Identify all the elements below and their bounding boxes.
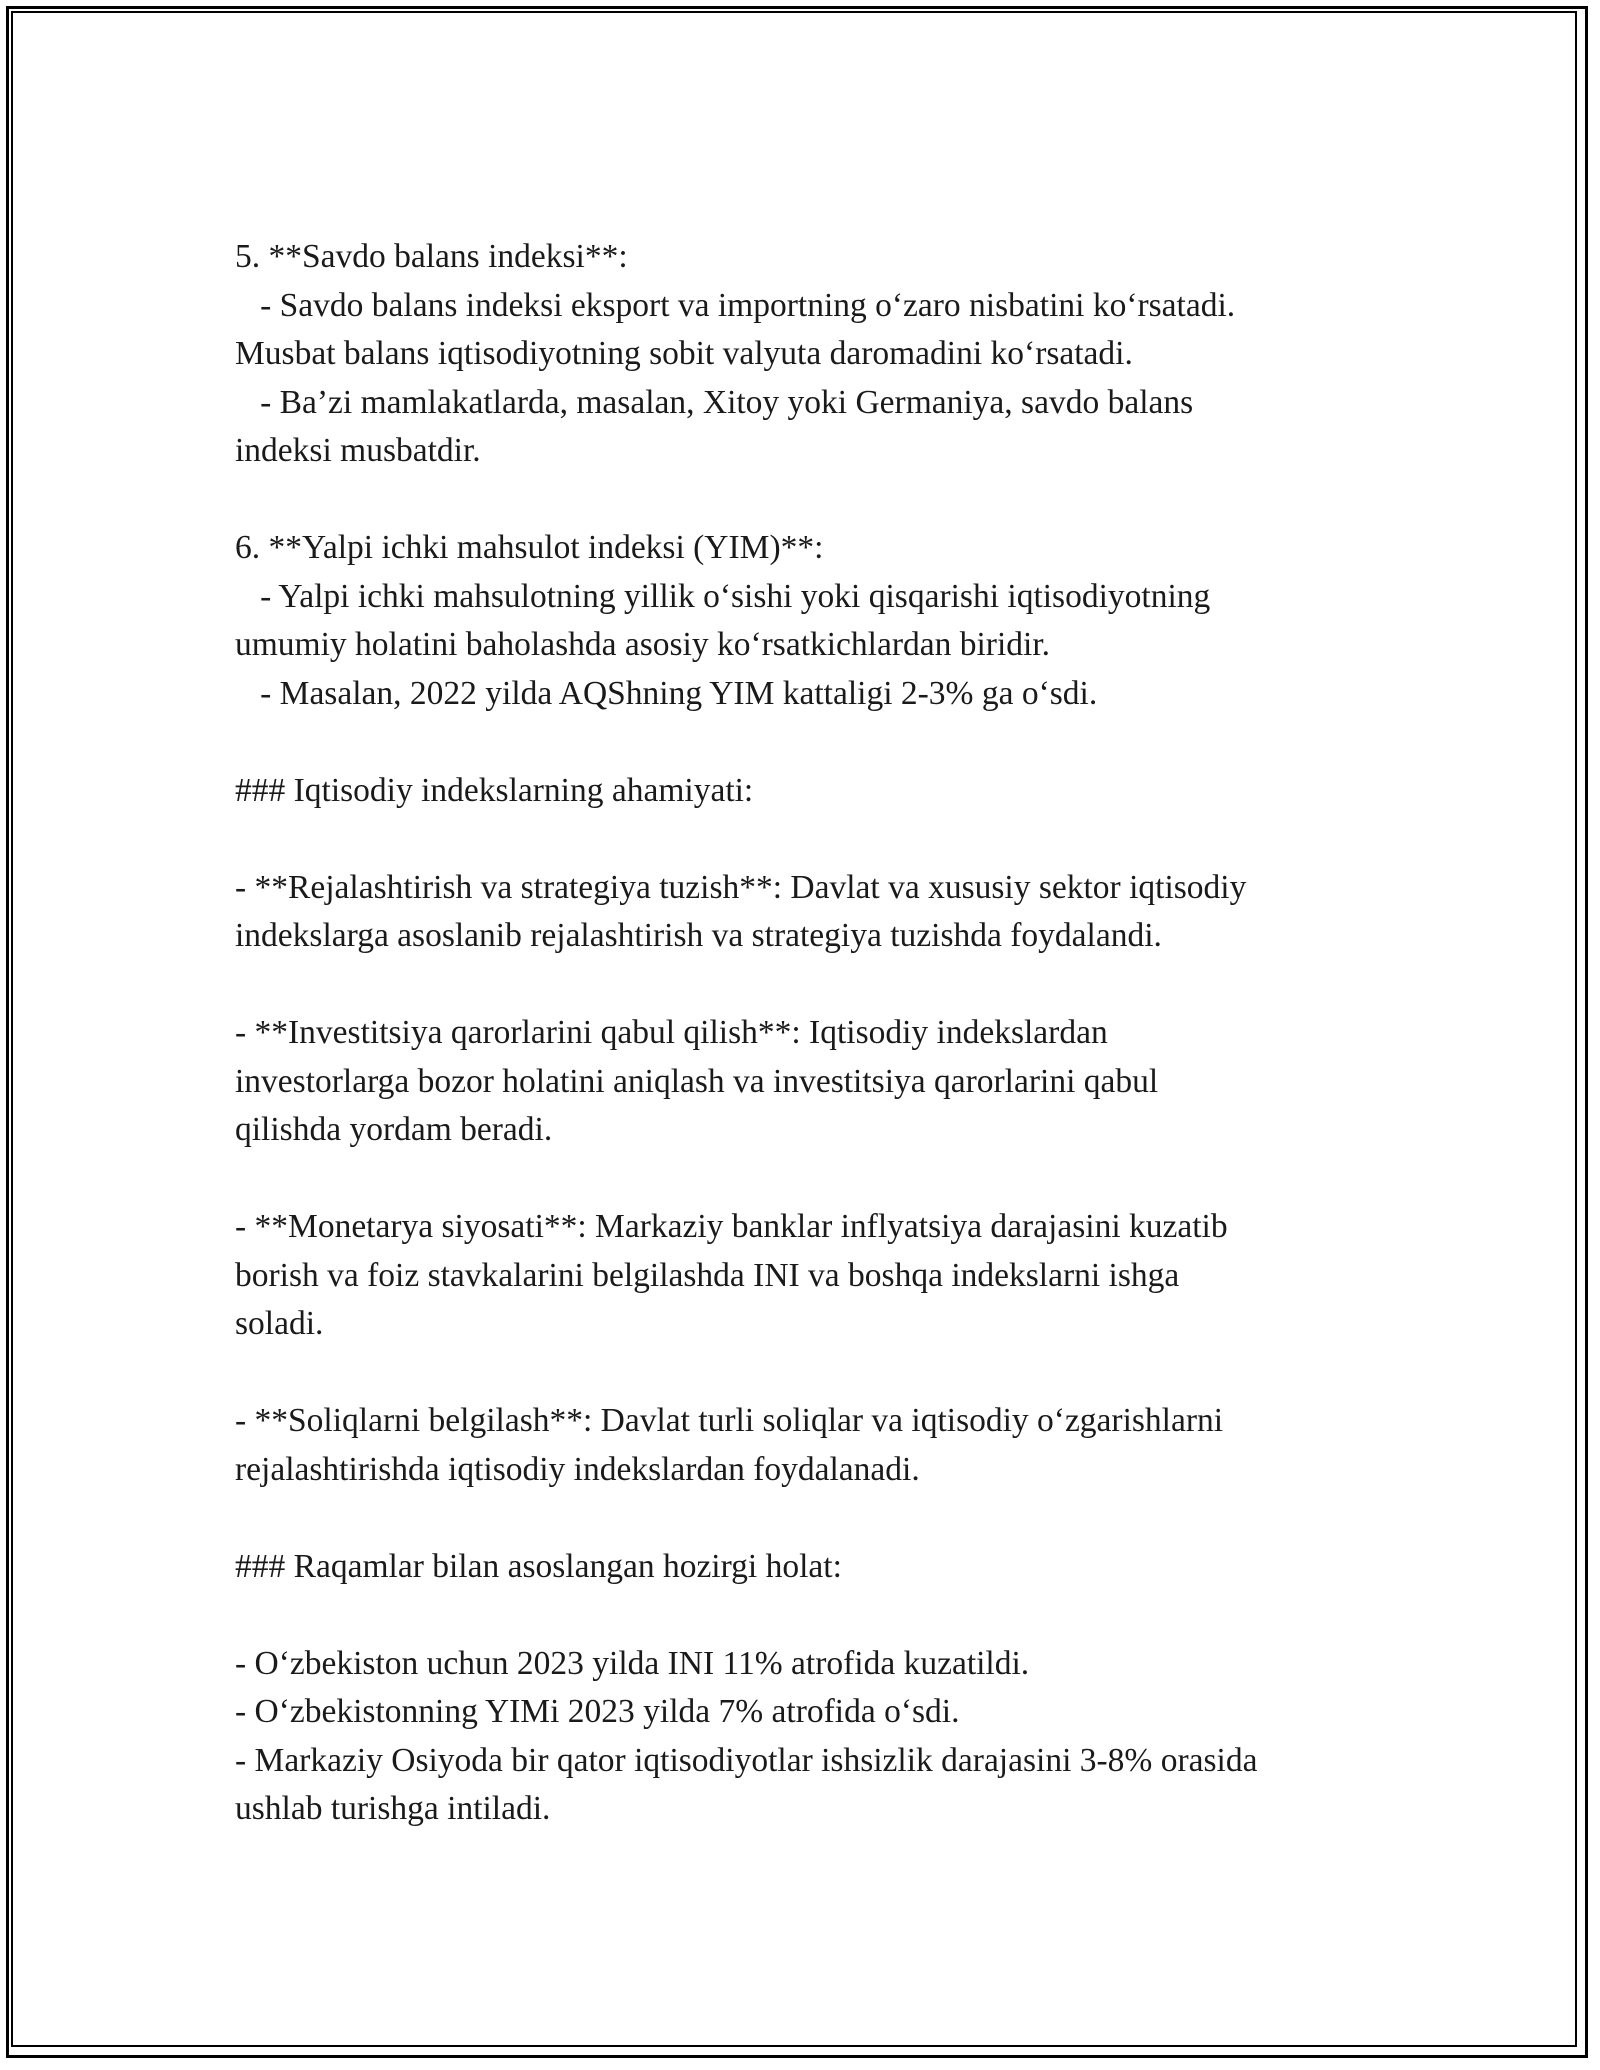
- text-line: - **Monetarya siyosati**: Markaziy banklar inflyatsiya darajasini kuzatib: [235, 1208, 1228, 1245]
- text-line: - **Rejalashtirish va strategiya tuzish**: Davlat va xususiy sektor iqtisodiy: [235, 868, 1247, 906]
- text-line: - Ba’zi mamlakatlarda, masalan, Xitoy yoki Germaniya, savdo balans: [235, 383, 1194, 421]
- section-heading-importance: ### Iqtisodiy indekslarning ahamiyati:: [235, 771, 754, 809]
- text-line: indekslarga asoslanib rejalashtirish va strategiya tuzishda foydalandi.: [235, 917, 1162, 954]
- text-line: investorlarga bozor holatini aniqlash va investitsiya qarorlarini qabul: [235, 1062, 1159, 1100]
- text-line: Musbat balans iqtisodiyotning sobit valyuta daromadini ko‘rsatadi.: [235, 335, 1133, 372]
- text-line: - Yalpi ichki mahsulotning yillik o‘sishi yoki qisqarishi iqtisodiyotning: [235, 577, 1211, 615]
- blank-line: [235, 1155, 1375, 1204]
- document-body: [235, 233, 1375, 1834]
- blank-line: [235, 1591, 1375, 1640]
- blank-line: [235, 815, 1375, 864]
- blank-line: [235, 1494, 1375, 1543]
- text-line: borish va foiz stavkalarini belgilashda INI va boshqa indekslarni ishga: [235, 1256, 1180, 1294]
- text-line: - **Investitsiya qarorlarini qabul qilish**: Iqtisodiy indekslardan: [235, 1014, 1108, 1051]
- text-line: - Markaziy Osiyoda bir qator iqtisodiyotlar ishsizlik darajasini 3-8% orasida: [235, 1741, 1258, 1779]
- text-line: umumiy holatini baholashda asosiy ko‘rsatkichlardan biridir.: [235, 626, 1051, 663]
- text-line: indeksi musbatdir.: [235, 432, 481, 469]
- text-line: - Savdo balans indeksi eksport va importning o‘zaro nisbatini ko‘rsatadi.: [235, 286, 1236, 324]
- blank-line: [235, 961, 1375, 1010]
- text-line: qilishda yordam beradi.: [235, 1111, 553, 1148]
- blank-line: [235, 718, 1375, 767]
- text-line: - Masalan, 2022 yilda AQShning YIM kattaligi 2-3% ga o‘sdi.: [235, 674, 1098, 712]
- text-line: soladi.: [235, 1305, 324, 1342]
- blank-line: [235, 1349, 1375, 1398]
- blank-line: [235, 476, 1375, 525]
- section-heading-trade-balance: 5. **Savdo balans indeksi**:: [235, 238, 628, 275]
- section-heading-gdp: 6. **Yalpi ichki mahsulot indeksi (YIM)**:: [235, 529, 824, 566]
- text-line: - O‘zbekiston uchun 2023 yilda INI 11% atrofida kuzatildi.: [235, 1644, 1030, 1682]
- section-heading-current-state: ### Raqamlar bilan asoslangan hozirgi holat:: [235, 1547, 842, 1585]
- text-line: rejalashtirishda iqtisodiy indekslardan foydalanadi.: [235, 1450, 920, 1488]
- text-line: - **Soliqlarni belgilash**: Davlat turli soliqlar va iqtisodiy o‘zgarishlarni: [235, 1402, 1224, 1439]
- text-line: - O‘zbekistonning YIMi 2023 yilda 7% atrofida o‘sdi.: [235, 1693, 960, 1730]
- text-line: ushlab turishga intiladi.: [235, 1790, 551, 1827]
